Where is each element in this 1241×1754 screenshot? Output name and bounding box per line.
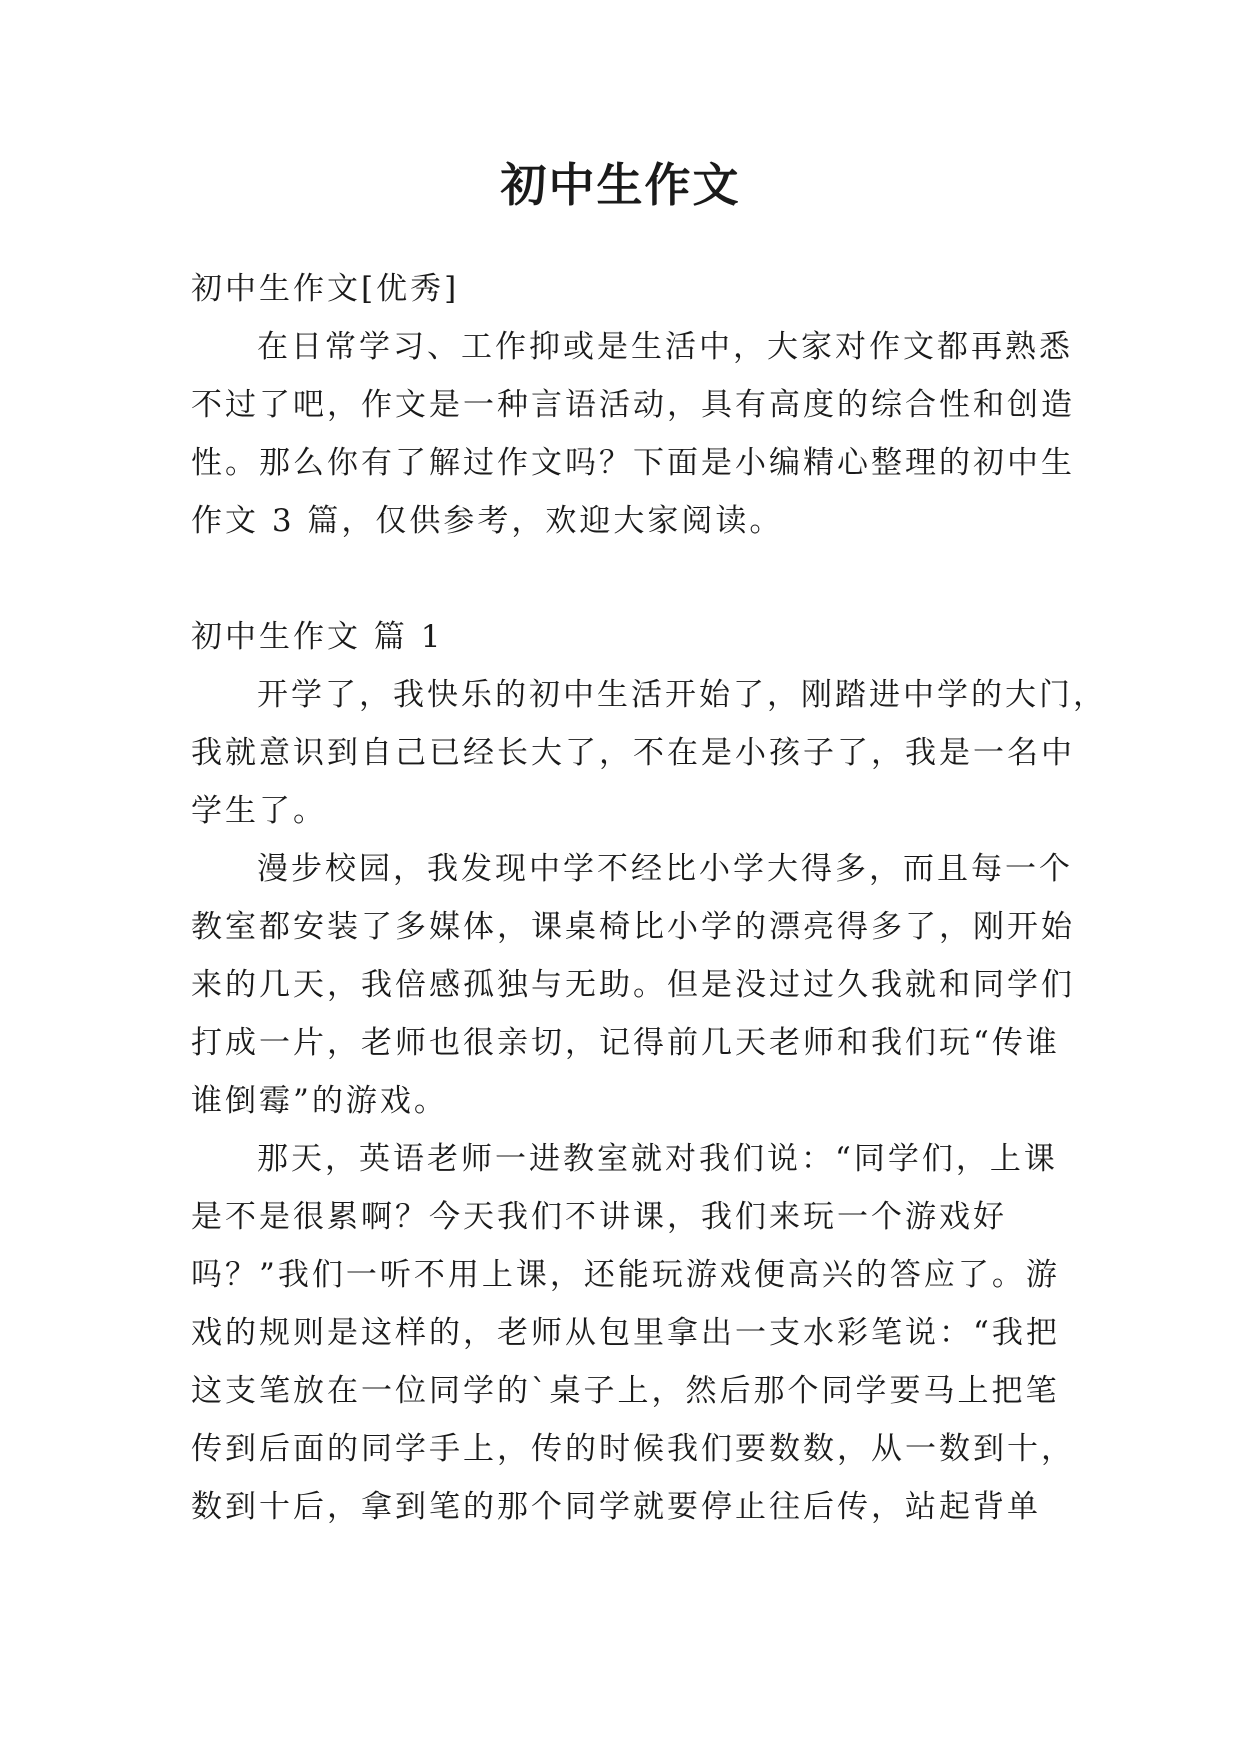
section-heading: 初中生作文 篇 1 — [191, 619, 444, 655]
document-title: 初中生作文 — [500, 158, 741, 212]
paragraph-spacer — [191, 550, 1061, 608]
text-line: 开学了，我快乐的初中生活开始了，刚踏进中学的大门， — [257, 677, 1107, 713]
text-line: 教室都安装了多媒体，课桌椅比小学的漂亮得多了，刚开始 — [191, 909, 1075, 945]
intro-paragraph — [191, 318, 1075, 550]
text-line: 这支笔放在一位同学的`桌子上，然后那个同学要马上把笔 — [191, 1373, 1060, 1409]
text-line: 不过了吧，作文是一种言语活动，具有高度的综合性和创造 — [191, 387, 1075, 423]
document-subtitle: 初中生作文[优秀] — [191, 271, 460, 307]
text-line: 来的几天，我倍感孤独与无助。但是没过过久我就和同学们 — [191, 967, 1075, 1003]
text-line: 打成一片，老师也很亲切，记得前几天老师和我们玩“传谁 — [191, 1025, 1060, 1061]
text-line: 传到后面的同学手上，传的时候我们要数数，从一数到十， — [191, 1431, 1075, 1467]
essay-paragraph-3 — [191, 1130, 1075, 1536]
text-line: 是不是很累啊？今天我们不讲课，我们来玩一个游戏好 — [191, 1199, 1007, 1235]
text-line: 漫步校园，我发现中学不经比小学大得多，而且每一个 — [257, 851, 1073, 887]
text-line: 我就意识到自己已经长大了，不在是小孩子了，我是一名中 — [191, 735, 1075, 771]
text-line: 吗？”我们一听不用上课，还能玩游戏便高兴的答应了。游 — [191, 1257, 1060, 1293]
text-line: 作文 3 篇，仅供参考，欢迎大家阅读。 — [191, 503, 784, 539]
text-line: 学生了。 — [191, 793, 327, 829]
text-line: 性。那么你有了解过作文吗？下面是小编精心整理的初中生 — [191, 445, 1075, 481]
text-line: 在日常学习、工作抑或是生活中，大家对作文都再熟悉 — [257, 329, 1073, 365]
text-line: 谁倒霉”的游戏。 — [191, 1083, 448, 1119]
document-body — [191, 260, 1107, 1536]
text-line: 那天，英语老师一进教室就对我们说：“同学们，上课 — [257, 1141, 1058, 1177]
text-line: 戏的规则是这样的，老师从包里拿出一支水彩笔说：“我把 — [191, 1315, 1060, 1351]
essay-paragraph-1 — [191, 666, 1107, 840]
essay-paragraph-2 — [191, 840, 1075, 1130]
text-line: 数到十后，拿到笔的那个同学就要停止往后传，站起背单 — [191, 1489, 1041, 1525]
